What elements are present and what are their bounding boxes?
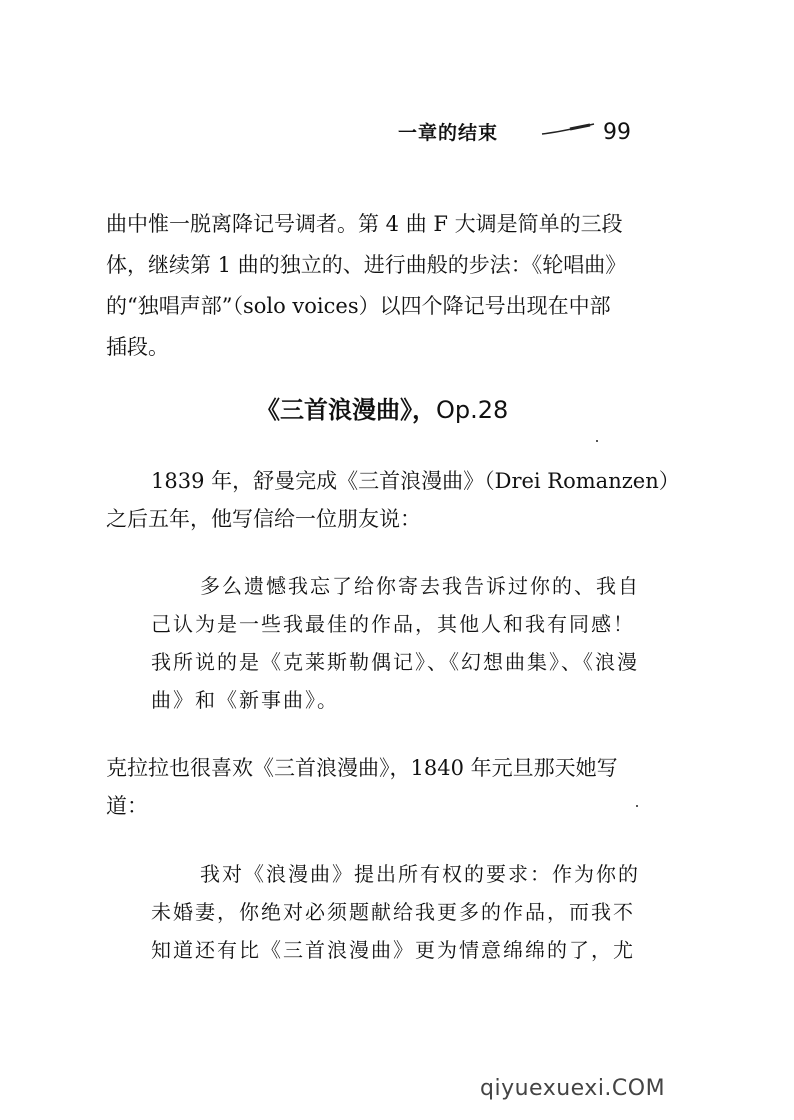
paragraph-line: 克拉拉也很喜欢《三首浪漫曲》，1840 年元旦那天她写 xyxy=(106,756,618,780)
paragraph-line: 1839 年，舒曼完成《三首浪漫曲》（Drei Romanzen） xyxy=(151,469,680,493)
running-header: 一章的结束 xyxy=(398,122,499,144)
quote-line: 曲》和《新事曲》。 xyxy=(151,688,339,712)
paragraph-line: 曲中惟一脱离降记号调者。第 4 曲 F 大调是简单的三段 xyxy=(106,212,623,236)
section-title-text: 《三首浪漫曲》， xyxy=(256,395,436,424)
quote-line: 己认为是一些我最佳的作品，其他人和我有同感！ xyxy=(151,612,635,636)
page-number: 99 xyxy=(603,120,631,145)
paragraph-line: 之后五年，他写信给一位朋友说： xyxy=(106,507,421,531)
quote-line: 知道还有比《三首浪漫曲》更为情意绵绵的了，尤 xyxy=(151,938,635,962)
scan-speck xyxy=(596,440,598,442)
quote-line: 我对《浪漫曲》提出所有权的要求：作为你的 xyxy=(200,862,640,886)
quote-line: 我所说的是《克莱斯勒偶记》、《幻想曲集》、《浪漫 xyxy=(151,650,639,674)
quote-line: 多么遗憾我忘了给你寄去我告诉过你的、我自 xyxy=(200,574,640,598)
header-ornament-icon xyxy=(540,122,596,136)
quote-line: 未婚妻，你绝对必须题献给我更多的作品，而我不 xyxy=(151,900,635,924)
scan-speck xyxy=(636,805,638,807)
watermark: qiyuexuexi.COM xyxy=(480,1076,666,1101)
section-title xyxy=(256,390,508,425)
paragraph-line: 插段。 xyxy=(106,335,169,359)
paragraph-line: 的“独唱声部”（solo voices）以四个降记号出现在中部 xyxy=(106,294,611,318)
section-title-opus: Op.28 xyxy=(436,396,509,424)
paragraph-line: 体，继续第 1 曲的独立的、进行曲般的步法：《轮唱曲》 xyxy=(106,253,627,277)
paragraph-line: 道： xyxy=(106,794,148,818)
